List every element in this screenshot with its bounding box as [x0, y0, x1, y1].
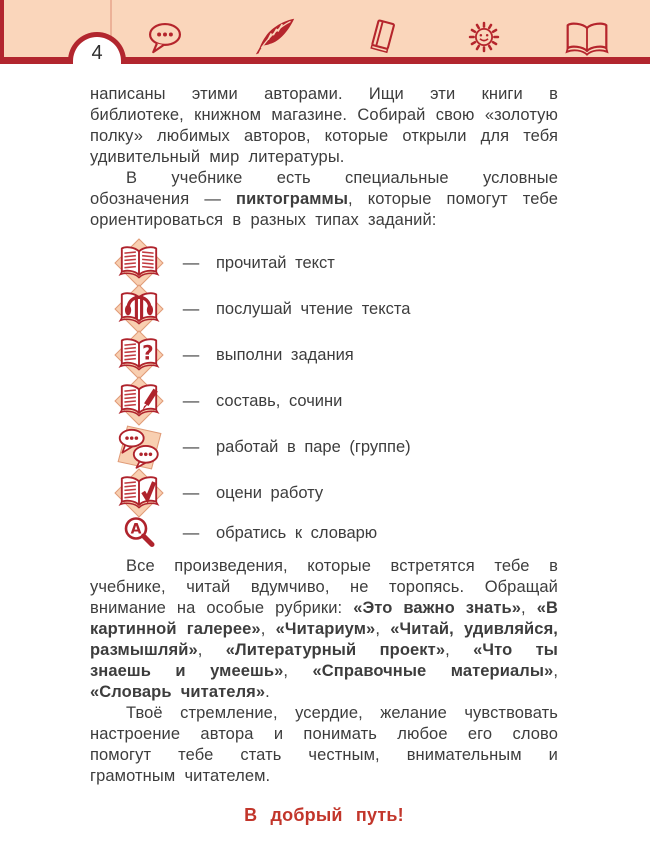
paragraph-4: Твоё стремление, усердие, желание чувствовать настроение автора и понимать любое его слово помогут тебе стать честным, внимательным и грамотным читателем.: [90, 704, 558, 785]
pictogram-label: послушай чтение текста: [216, 299, 411, 318]
list-item: [90, 424, 558, 470]
page-header: [0, 0, 650, 64]
book-pencil-icon: [114, 376, 164, 426]
page-number-badge: [68, 32, 126, 64]
dash: —: [182, 299, 200, 318]
dash: —: [182, 523, 200, 542]
svg-text:?: ?: [142, 341, 154, 365]
speech-bubbles-icon: [114, 422, 164, 472]
header-left-strip: [0, 0, 4, 64]
list-item: [90, 470, 558, 516]
speech-bubble-icon: [146, 21, 184, 62]
book-question-icon: [114, 330, 164, 380]
page-number: 4: [91, 42, 103, 64]
paragraph-1: написаны этими авторами. Ищи эти книги в библиотеке, книжном магазине. Собирай свою «золотую полку» любимых авторов, которые открыли для тебя удивительный мир литературы.: [90, 85, 558, 166]
slogan: В добрый путь!: [244, 805, 404, 825]
paragraph-2: В учебнике есть специальные условные обозначения — пиктограммы, которые помогут тебе ориентироваться в разных типах заданий:: [90, 169, 558, 229]
magnifier-a-icon: [114, 516, 164, 550]
dash: —: [182, 437, 200, 456]
svg-text:А: А: [130, 521, 142, 538]
sun-icon: [466, 19, 502, 60]
pictogram-label: составь, сочини: [216, 391, 343, 410]
pictogram-label: оцени работу: [216, 483, 324, 502]
dash: —: [182, 345, 200, 364]
list-item: [90, 332, 558, 378]
feather-icon: [254, 17, 296, 62]
list-item: [90, 378, 558, 424]
pictogram-label: прочитай текст: [216, 253, 335, 272]
list-item: [90, 286, 558, 332]
pictogram-list: [90, 240, 558, 550]
dash: —: [182, 483, 200, 502]
open-book-icon: [564, 20, 610, 63]
paragraph-3: Все произведения, которые встретятся тебе в учебнике, читай вдумчиво, не торопясь. Обращай внимание на особые рубрики: «Это важно знать», «В картинной галерее», «Читариум», «Читай, удивляйся, размышляй», «Литературный проект», «Что ты знаешь и умеешь», «Справочные материалы», «Словарь читателя».: [90, 557, 559, 701]
list-item: [90, 240, 558, 286]
closed-book-icon: [366, 18, 400, 61]
pictogram-label: обратись к словарю: [216, 523, 378, 542]
page-content: [0, 64, 650, 826]
book-headphones-icon: [114, 284, 164, 334]
book-read-icon: [114, 238, 164, 288]
pictogram-label: выполни задания: [216, 345, 354, 364]
list-item: [90, 516, 558, 550]
book-check-icon: [114, 468, 164, 518]
dash: —: [182, 253, 200, 272]
dash: —: [182, 391, 200, 410]
pictogram-label: работай в паре (группе): [216, 437, 411, 456]
